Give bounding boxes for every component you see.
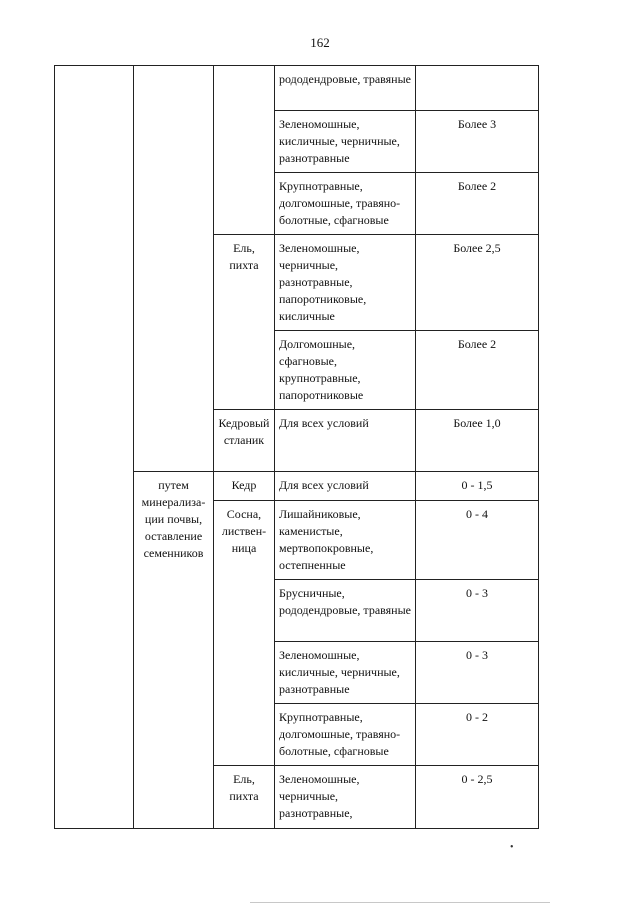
value-cell: 0 - 4	[416, 501, 539, 580]
value-cell	[416, 66, 539, 111]
method-cell	[134, 66, 214, 472]
species-cell: Кедр	[214, 472, 275, 501]
value-cell: Более 2,5	[416, 235, 539, 331]
method-cell: путем минерализации почвы, оставление семенников	[134, 472, 214, 829]
value-cell: Более 3	[416, 111, 539, 173]
value-cell: 0 - 1,5	[416, 472, 539, 501]
page-number: 162	[310, 35, 330, 50]
value-cell: Более 1,0	[416, 410, 539, 472]
forest-type-cell: рододендровые, травяные	[275, 66, 416, 111]
species-cell: Сосна, лиственница	[214, 501, 275, 766]
species-cell	[214, 66, 275, 235]
forest-type-cell: Долгомошные, сфагновые, крупнотравные, папоротниковые	[275, 331, 416, 410]
forest-type-cell: Брусничные, рододендровые, травяные	[275, 580, 416, 642]
forest-type-cell: Лишайниковые, каменистые, мертвопокровные, остепненные	[275, 501, 416, 580]
value-cell: 0 - 2	[416, 704, 539, 766]
table-row	[55, 66, 539, 111]
forest-type-cell: Зеленомошные, кисличные, черничные, разнотравные	[275, 642, 416, 704]
species-cell: Ель, пихта	[214, 766, 275, 829]
value-cell: 0 - 2,5	[416, 766, 539, 829]
value-cell: Более 2	[416, 331, 539, 410]
forest-type-cell: Зеленомошные, черничные, разнотравные,	[275, 766, 416, 829]
value-cell: Более 2	[416, 173, 539, 235]
value-cell: 0 - 3	[416, 642, 539, 704]
species-cell: Кедровый стланик	[214, 410, 275, 472]
forest-type-cell: Для всех условий	[275, 410, 416, 472]
species-cell: Ель, пихта	[214, 235, 275, 410]
forest-type-cell: Зеленомошные, черничные, разнотравные, папоротниковые, кисличные	[275, 235, 416, 331]
region-cell	[55, 66, 134, 829]
forest-type-cell: Зеленомошные, кисличные, черничные, разнотравные	[275, 111, 416, 173]
forest-type-cell: Крупнотравные, долгомошные, травяно-болотные, сфагновые	[275, 173, 416, 235]
forest-type-cell: Для всех условий	[275, 472, 416, 501]
scan-dot-mark: •	[510, 842, 514, 853]
scan-edge-line	[250, 902, 550, 903]
forest-regeneration-table	[54, 65, 539, 829]
value-cell: 0 - 3	[416, 580, 539, 642]
forest-type-cell: Крупнотравные, долгомошные, травяно-болотные, сфагновые	[275, 704, 416, 766]
